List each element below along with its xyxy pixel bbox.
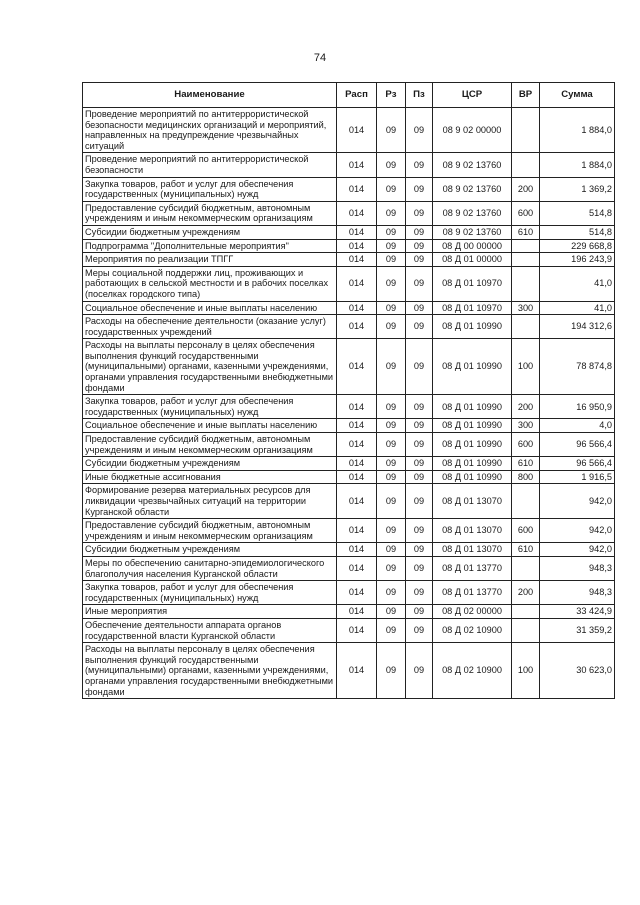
row-vr-cell	[512, 605, 540, 619]
row-vr-cell	[512, 556, 540, 580]
row-vr-cell	[512, 618, 540, 642]
row-name-cell: Меры по обеспечению санитарно-эпидемиологического благополучия населения Курганской области	[83, 556, 337, 580]
row-pz-cell: 09	[406, 419, 433, 433]
row-pz-cell: 09	[406, 266, 433, 301]
row-name-cell: Расходы на выплаты персоналу в целях обеспечения выполнения функций государственными (муниципальными) органами, казенными учреждениями, органами управления государственными внебюджетными фондами	[83, 643, 337, 699]
row-rasp-cell: 014	[337, 108, 377, 153]
row-pz-cell: 09	[406, 618, 433, 642]
row-vr-cell: 100	[512, 643, 540, 699]
row-pz-cell: 09	[406, 339, 433, 395]
column-header-rz: Рз	[377, 83, 406, 108]
table-row	[83, 433, 615, 457]
row-sum-cell: 16 950,9	[540, 395, 615, 419]
row-vr-cell	[512, 239, 540, 253]
row-name-cell: Предоставление субсидий бюджетным, автономным учреждениям и иным некоммерческим организациям	[83, 201, 337, 225]
row-name-cell: Иные бюджетные ассигнования	[83, 470, 337, 484]
row-pz-cell: 09	[406, 484, 433, 519]
row-rasp-cell: 014	[337, 266, 377, 301]
row-sum-cell: 1 369,2	[540, 177, 615, 201]
row-vr-cell: 610	[512, 225, 540, 239]
table-row	[83, 253, 615, 267]
row-rz-cell: 09	[377, 470, 406, 484]
row-name-cell: Проведение мероприятий по антитеррористической безопасности медицинских организаций и мероприятий, направленных на предупреждение чрезвычайных ситуаций	[83, 108, 337, 153]
row-pz-cell: 09	[406, 433, 433, 457]
row-rasp-cell: 014	[337, 395, 377, 419]
table-body	[83, 108, 615, 699]
row-rasp-cell: 014	[337, 519, 377, 543]
row-pz-cell: 09	[406, 457, 433, 471]
row-csr-cell: 08 9 02 13760	[433, 201, 512, 225]
table-row	[83, 239, 615, 253]
row-sum-cell: 41,0	[540, 266, 615, 301]
row-name-cell: Формирование резерва материальных ресурсов для ликвидации чрезвычайных ситуаций на территории Курганской области	[83, 484, 337, 519]
row-rz-cell: 09	[377, 153, 406, 177]
row-vr-cell: 600	[512, 519, 540, 543]
row-sum-cell: 942,0	[540, 519, 615, 543]
row-rz-cell: 09	[377, 618, 406, 642]
row-rasp-cell: 014	[337, 253, 377, 267]
table-row	[83, 556, 615, 580]
table-row	[83, 457, 615, 471]
row-sum-cell: 196 243,9	[540, 253, 615, 267]
row-vr-cell	[512, 266, 540, 301]
row-pz-cell: 09	[406, 253, 433, 267]
row-sum-cell: 31 359,2	[540, 618, 615, 642]
row-rasp-cell: 014	[337, 239, 377, 253]
row-vr-cell	[512, 253, 540, 267]
row-rz-cell: 09	[377, 301, 406, 315]
row-csr-cell: 08 Д 01 00000	[433, 253, 512, 267]
row-pz-cell: 09	[406, 201, 433, 225]
row-rasp-cell: 014	[337, 484, 377, 519]
column-header-name: Наименование	[83, 83, 337, 108]
row-pz-cell: 09	[406, 225, 433, 239]
table-row	[83, 153, 615, 177]
row-name-cell: Социальное обеспечение и иные выплаты населению	[83, 301, 337, 315]
row-csr-cell: 08 Д 00 00000	[433, 239, 512, 253]
table-row	[83, 315, 615, 339]
table-row	[83, 470, 615, 484]
row-csr-cell: 08 Д 02 10900	[433, 618, 512, 642]
row-name-cell: Предоставление субсидий бюджетным, автономным учреждениям и иным некоммерческим организациям	[83, 519, 337, 543]
row-csr-cell: 08 Д 01 10990	[433, 315, 512, 339]
row-sum-cell: 4,0	[540, 419, 615, 433]
row-name-cell: Расходы на обеспечение деятельности (оказание услуг) государственных учреждений	[83, 315, 337, 339]
row-csr-cell: 08 9 02 13760	[433, 177, 512, 201]
row-csr-cell: 08 Д 01 13770	[433, 556, 512, 580]
row-vr-cell	[512, 315, 540, 339]
table-row	[83, 177, 615, 201]
table-header-row	[83, 83, 615, 108]
row-sum-cell: 1 884,0	[540, 108, 615, 153]
row-pz-cell: 09	[406, 153, 433, 177]
row-rasp-cell: 014	[337, 225, 377, 239]
table-row	[83, 395, 615, 419]
row-rasp-cell: 014	[337, 177, 377, 201]
row-rasp-cell: 014	[337, 618, 377, 642]
row-pz-cell: 09	[406, 239, 433, 253]
table-row	[83, 581, 615, 605]
column-header-rasp: Расп	[337, 83, 377, 108]
row-rz-cell: 09	[377, 581, 406, 605]
column-header-pz: Пз	[406, 83, 433, 108]
row-csr-cell: 08 9 02 13760	[433, 153, 512, 177]
row-rz-cell: 09	[377, 225, 406, 239]
table-row	[83, 643, 615, 699]
row-csr-cell: 08 Д 01 10990	[433, 433, 512, 457]
row-csr-cell: 08 9 02 00000	[433, 108, 512, 153]
row-vr-cell: 300	[512, 301, 540, 315]
row-sum-cell: 33 424,9	[540, 605, 615, 619]
table-row	[83, 339, 615, 395]
row-name-cell: Меры социальной поддержки лиц, проживающих и работающих в сельской местности и в рабочих поселках (поселках городского типа)	[83, 266, 337, 301]
row-vr-cell	[512, 153, 540, 177]
row-pz-cell: 09	[406, 556, 433, 580]
table-row	[83, 543, 615, 557]
row-pz-cell: 09	[406, 519, 433, 543]
row-rasp-cell: 014	[337, 556, 377, 580]
row-rasp-cell: 014	[337, 643, 377, 699]
row-rasp-cell: 014	[337, 433, 377, 457]
row-rasp-cell: 014	[337, 419, 377, 433]
row-name-cell: Обеспечение деятельности аппарата органов государственной власти Курганской области	[83, 618, 337, 642]
row-rasp-cell: 014	[337, 339, 377, 395]
row-sum-cell: 1 916,5	[540, 470, 615, 484]
row-vr-cell	[512, 108, 540, 153]
row-rz-cell: 09	[377, 433, 406, 457]
table-row	[83, 618, 615, 642]
table-row	[83, 201, 615, 225]
row-sum-cell: 78 874,8	[540, 339, 615, 395]
row-csr-cell: 08 Д 01 10970	[433, 266, 512, 301]
row-name-cell: Субсидии бюджетным учреждениям	[83, 225, 337, 239]
row-sum-cell: 1 884,0	[540, 153, 615, 177]
table-row	[83, 484, 615, 519]
row-sum-cell: 96 566,4	[540, 433, 615, 457]
row-csr-cell: 08 Д 01 10990	[433, 457, 512, 471]
row-sum-cell: 41,0	[540, 301, 615, 315]
row-csr-cell: 08 Д 01 10990	[433, 339, 512, 395]
row-pz-cell: 09	[406, 177, 433, 201]
budget-table	[82, 82, 615, 699]
table-row	[83, 301, 615, 315]
row-sum-cell: 96 566,4	[540, 457, 615, 471]
row-rz-cell: 09	[377, 339, 406, 395]
row-sum-cell: 948,3	[540, 581, 615, 605]
row-vr-cell: 200	[512, 177, 540, 201]
table-row	[83, 419, 615, 433]
row-name-cell: Проведение мероприятий по антитеррористической безопасности	[83, 153, 337, 177]
row-sum-cell: 942,0	[540, 484, 615, 519]
row-rz-cell: 09	[377, 177, 406, 201]
row-pz-cell: 09	[406, 470, 433, 484]
row-sum-cell: 948,3	[540, 556, 615, 580]
row-pz-cell: 09	[406, 108, 433, 153]
row-name-cell: Расходы на выплаты персоналу в целях обеспечения выполнения функций государственными (муниципальными) органами, казенными учреждениями, органами управления государственными внебюджетными фондами	[83, 339, 337, 395]
row-pz-cell: 09	[406, 315, 433, 339]
column-header-vr: ВР	[512, 83, 540, 108]
row-rasp-cell: 014	[337, 153, 377, 177]
row-rasp-cell: 014	[337, 543, 377, 557]
row-rz-cell: 09	[377, 395, 406, 419]
row-rasp-cell: 014	[337, 201, 377, 225]
row-rasp-cell: 014	[337, 605, 377, 619]
table-row	[83, 266, 615, 301]
row-name-cell: Подпрограмма "Дополнительные мероприятия"	[83, 239, 337, 253]
row-vr-cell: 610	[512, 543, 540, 557]
row-csr-cell: 08 Д 01 10990	[433, 395, 512, 419]
row-sum-cell: 514,8	[540, 225, 615, 239]
row-name-cell: Социальное обеспечение и иные выплаты населению	[83, 419, 337, 433]
row-pz-cell: 09	[406, 543, 433, 557]
row-csr-cell: 08 Д 01 13770	[433, 581, 512, 605]
row-sum-cell: 194 312,6	[540, 315, 615, 339]
row-vr-cell: 200	[512, 581, 540, 605]
row-vr-cell: 300	[512, 419, 540, 433]
row-sum-cell: 229 668,8	[540, 239, 615, 253]
row-csr-cell: 08 Д 01 10990	[433, 470, 512, 484]
row-name-cell: Субсидии бюджетным учреждениям	[83, 543, 337, 557]
row-rz-cell: 09	[377, 253, 406, 267]
row-sum-cell: 514,8	[540, 201, 615, 225]
row-pz-cell: 09	[406, 643, 433, 699]
row-rz-cell: 09	[377, 457, 406, 471]
row-pz-cell: 09	[406, 581, 433, 605]
row-rasp-cell: 014	[337, 470, 377, 484]
row-csr-cell: 08 Д 01 13070	[433, 484, 512, 519]
row-vr-cell: 800	[512, 470, 540, 484]
row-rz-cell: 09	[377, 519, 406, 543]
row-csr-cell: 08 Д 02 00000	[433, 605, 512, 619]
row-rasp-cell: 014	[337, 457, 377, 471]
row-rz-cell: 09	[377, 108, 406, 153]
row-rz-cell: 09	[377, 643, 406, 699]
row-rz-cell: 09	[377, 315, 406, 339]
row-rz-cell: 09	[377, 484, 406, 519]
table-row	[83, 108, 615, 153]
row-csr-cell: 08 Д 01 13070	[433, 543, 512, 557]
row-vr-cell: 600	[512, 433, 540, 457]
row-vr-cell: 200	[512, 395, 540, 419]
row-csr-cell: 08 Д 02 10900	[433, 643, 512, 699]
row-name-cell: Закупка товаров, работ и услуг для обеспечения государственных (муниципальных) нужд	[83, 395, 337, 419]
row-rasp-cell: 014	[337, 301, 377, 315]
row-pz-cell: 09	[406, 301, 433, 315]
page-number: 74	[313, 52, 327, 64]
row-name-cell: Предоставление субсидий бюджетным, автономным учреждениям и иным некоммерческим организациям	[83, 433, 337, 457]
row-rz-cell: 09	[377, 266, 406, 301]
row-vr-cell: 600	[512, 201, 540, 225]
row-name-cell: Мероприятия по реализации ТПГГ	[83, 253, 337, 267]
row-name-cell: Закупка товаров, работ и услуг для обеспечения государственных (муниципальных) нужд	[83, 177, 337, 201]
table-row	[83, 605, 615, 619]
table-row	[83, 519, 615, 543]
column-header-csr: ЦСР	[433, 83, 512, 108]
row-rz-cell: 09	[377, 543, 406, 557]
row-csr-cell: 08 Д 01 10990	[433, 419, 512, 433]
column-header-sum: Сумма	[540, 83, 615, 108]
row-rz-cell: 09	[377, 556, 406, 580]
row-vr-cell	[512, 484, 540, 519]
row-csr-cell: 08 Д 01 13070	[433, 519, 512, 543]
row-rz-cell: 09	[377, 201, 406, 225]
row-csr-cell: 08 Д 01 10970	[433, 301, 512, 315]
row-pz-cell: 09	[406, 395, 433, 419]
row-csr-cell: 08 9 02 13760	[433, 225, 512, 239]
row-sum-cell: 30 623,0	[540, 643, 615, 699]
row-rz-cell: 09	[377, 605, 406, 619]
row-sum-cell: 942,0	[540, 543, 615, 557]
table-row	[83, 225, 615, 239]
row-name-cell: Иные мероприятия	[83, 605, 337, 619]
row-rz-cell: 09	[377, 239, 406, 253]
row-name-cell: Субсидии бюджетным учреждениям	[83, 457, 337, 471]
row-vr-cell: 100	[512, 339, 540, 395]
row-vr-cell: 610	[512, 457, 540, 471]
row-rasp-cell: 014	[337, 315, 377, 339]
row-pz-cell: 09	[406, 605, 433, 619]
row-name-cell: Закупка товаров, работ и услуг для обеспечения государственных (муниципальных) нужд	[83, 581, 337, 605]
row-rasp-cell: 014	[337, 581, 377, 605]
row-rz-cell: 09	[377, 419, 406, 433]
